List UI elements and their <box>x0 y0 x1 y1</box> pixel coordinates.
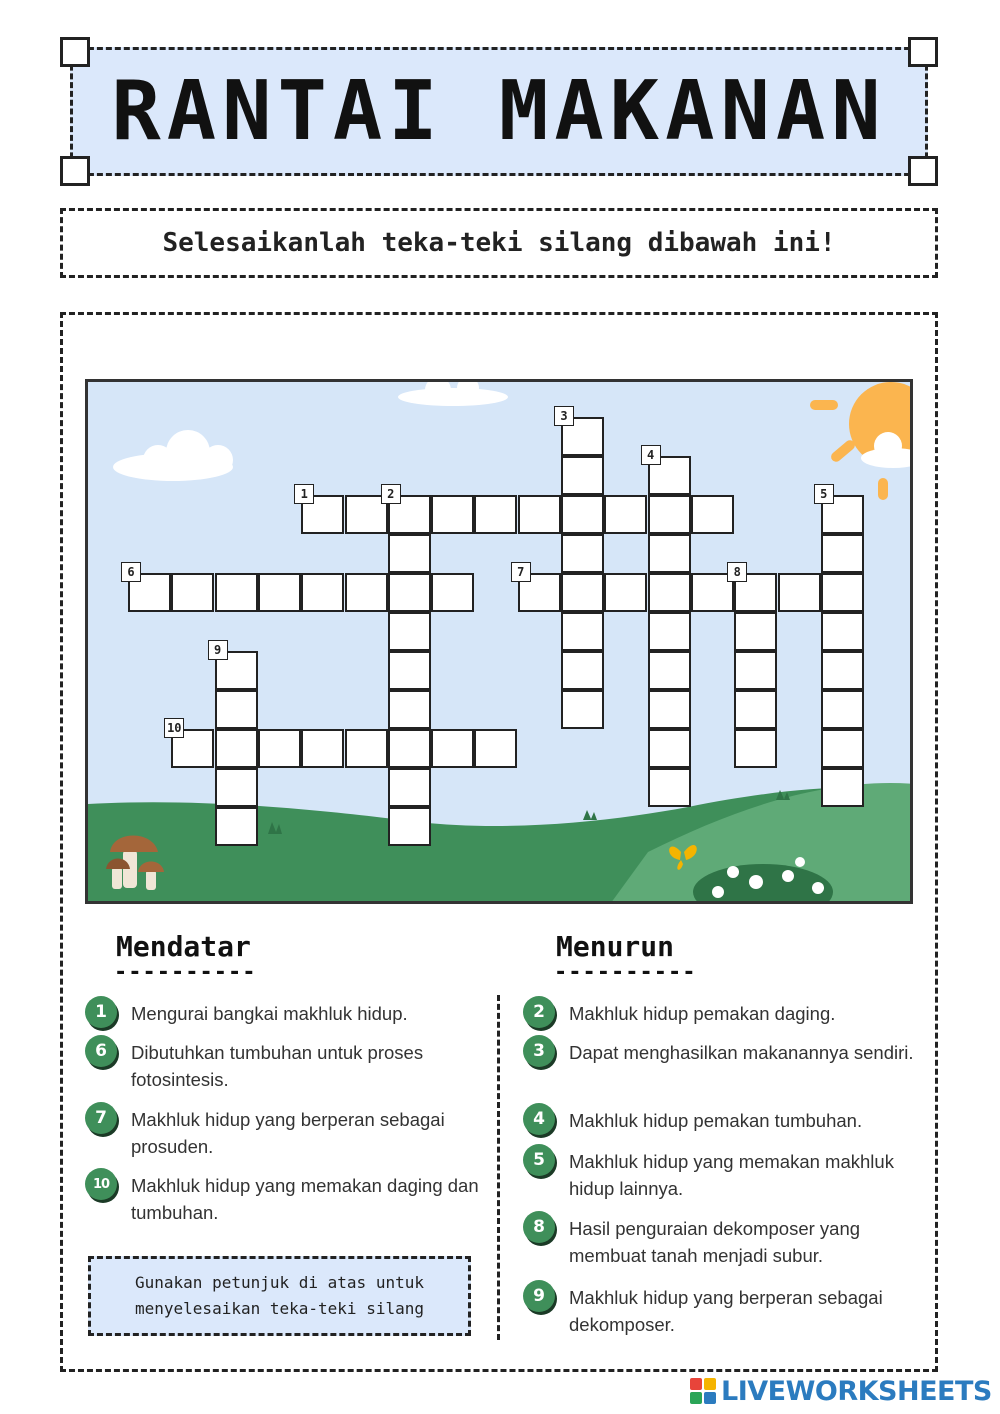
crossword-cell[interactable] <box>431 495 474 534</box>
crossword-number-down-2: 2 <box>381 484 401 504</box>
crossword-cell[interactable] <box>388 534 431 573</box>
crossword-cell[interactable] <box>561 573 604 612</box>
crossword-cell[interactable] <box>561 534 604 573</box>
clue-down-9 <box>523 1284 918 1338</box>
crossword-cell[interactable] <box>734 612 777 651</box>
crossword-cell-input[interactable] <box>823 770 862 805</box>
crossword-cell-input[interactable] <box>217 770 256 805</box>
crossword-cell[interactable] <box>215 768 258 807</box>
crossword-cell[interactable] <box>474 495 517 534</box>
column-divider <box>497 995 500 1340</box>
crossword-cell-input[interactable] <box>650 692 689 727</box>
crossword-cell[interactable] <box>215 690 258 729</box>
crossword-cell[interactable] <box>301 729 344 768</box>
clue-across-7 <box>85 1106 480 1160</box>
crossword-cell[interactable] <box>561 690 604 729</box>
clue-number-badge: 1 <box>85 996 117 1028</box>
crossword-cell-input[interactable] <box>563 575 602 610</box>
crossword-cell-input[interactable] <box>736 731 775 766</box>
crossword-cell[interactable] <box>345 729 388 768</box>
crossword-cell[interactable] <box>561 495 604 534</box>
crossword-cell-input[interactable] <box>693 575 732 610</box>
brand-logo-square <box>690 1392 702 1404</box>
clue-text: Dibutuhkan tumbuhan untuk proses fotosintesis. <box>131 1042 424 1090</box>
crossword-cell[interactable] <box>258 573 301 612</box>
crossword-cell-input[interactable] <box>260 731 299 766</box>
crossword-cell[interactable] <box>821 768 864 807</box>
crossword-cell-input[interactable] <box>780 575 819 610</box>
crossword-cell-input[interactable] <box>303 575 342 610</box>
crossword-cell-input[interactable] <box>476 731 515 766</box>
brand-logo-square <box>704 1378 716 1390</box>
crossword-cell-input[interactable] <box>390 692 429 727</box>
crossword-cell-input[interactable] <box>390 731 429 766</box>
brand-name: LIVEWORKSHEETS <box>721 1375 992 1407</box>
crossword-cell[interactable] <box>821 612 864 651</box>
crossword-cell[interactable] <box>734 690 777 729</box>
crossword-cell-input[interactable] <box>736 653 775 688</box>
clue-number-badge: 5 <box>523 1144 555 1176</box>
mendatar-heading: Mendatar <box>116 930 251 963</box>
crossword-cell[interactable] <box>388 612 431 651</box>
crossword-cell-input[interactable] <box>606 575 645 610</box>
crossword-cell-input[interactable] <box>390 614 429 649</box>
crossword-cell[interactable] <box>648 534 691 573</box>
crossword-cell[interactable] <box>821 573 864 612</box>
corner-handle-icon <box>60 156 90 186</box>
crossword-cell-input[interactable] <box>563 614 602 649</box>
crossword-cell[interactable] <box>821 534 864 573</box>
crossword-cell[interactable] <box>604 573 647 612</box>
clue-text: Makhluk hidup yang memakan daging dan tumbuhan. <box>131 1175 479 1223</box>
crossword-cell-input[interactable] <box>563 536 602 571</box>
crossword-cell[interactable] <box>388 690 431 729</box>
crossword-cell-input[interactable] <box>520 497 559 532</box>
clue-down-2 <box>523 1000 918 1028</box>
brand-logo-square <box>704 1392 716 1404</box>
crossword-cell[interactable] <box>388 729 431 768</box>
crossword-cell-input[interactable] <box>347 497 386 532</box>
crossword-cell-input[interactable] <box>736 614 775 649</box>
brand-logo-icon <box>690 1378 716 1404</box>
crossword-cell-input[interactable] <box>650 536 689 571</box>
page-title: RANTAI MAKANAN <box>111 64 887 159</box>
crossword-cell[interactable] <box>171 573 214 612</box>
crossword-cell-input[interactable] <box>217 731 256 766</box>
crossword-number-down-4: 4 <box>641 445 661 465</box>
corner-handle-icon <box>60 37 90 67</box>
crossword-number-down-8: 8 <box>727 562 747 582</box>
crossword-cell-input[interactable] <box>736 692 775 727</box>
crossword-cell-input[interactable] <box>433 731 472 766</box>
clue-text: Makhluk hidup yang berperan sebagai prosuden. <box>131 1109 445 1157</box>
crossword-cell-input[interactable] <box>433 575 472 610</box>
brand-watermark <box>690 1376 992 1406</box>
crossword-number-down-9: 9 <box>208 640 228 660</box>
crossword-cell-input[interactable] <box>217 809 256 844</box>
clue-text: Makhluk hidup pemakan daging. <box>569 1003 836 1024</box>
menurun-underline: ---------- <box>554 960 697 985</box>
clue-text: Mengurai bangkai makhluk hidup. <box>131 1003 408 1024</box>
hint-text: Gunakan petunjuk di atas untuk menyelesaikan teka-teki silang <box>135 1273 424 1318</box>
crossword-cell-input[interactable] <box>563 692 602 727</box>
clue-text: Hasil penguraian dekomposer yang membuat tanah menjadi subur. <box>569 1218 861 1266</box>
instruction-text: Selesaikanlah teka-teki silang dibawah ini! <box>162 228 836 258</box>
crossword-cell[interactable] <box>388 573 431 612</box>
crossword-cell[interactable] <box>648 651 691 690</box>
clue-across-1 <box>85 1000 480 1028</box>
crossword-cell-input[interactable] <box>650 575 689 610</box>
crossword-cell[interactable] <box>778 573 821 612</box>
crossword-cell-input[interactable] <box>173 575 212 610</box>
crossword-cell-input[interactable] <box>390 770 429 805</box>
crossword-cell-input[interactable] <box>217 692 256 727</box>
crossword-cell[interactable] <box>215 807 258 846</box>
crossword-cell[interactable] <box>561 456 604 495</box>
clue-number-badge: 8 <box>523 1211 555 1243</box>
crossword-cell-input[interactable] <box>260 575 299 610</box>
clue-number-badge: 9 <box>523 1280 555 1312</box>
crossword-cell[interactable] <box>258 729 301 768</box>
corner-handle-icon <box>908 156 938 186</box>
crossword-cell-input[interactable] <box>823 692 862 727</box>
clue-down-3 <box>523 1039 918 1067</box>
title-banner <box>70 47 928 176</box>
crossword-cell-input[interactable] <box>303 731 342 766</box>
crossword-cell-input[interactable] <box>390 653 429 688</box>
clue-down-8 <box>523 1215 918 1269</box>
crossword-cell-input[interactable] <box>563 653 602 688</box>
crossword-cell[interactable] <box>215 729 258 768</box>
crossword-cell[interactable] <box>388 768 431 807</box>
crossword-cell[interactable] <box>561 651 604 690</box>
crossword-cell-input[interactable] <box>390 575 429 610</box>
crossword-cell[interactable] <box>431 573 474 612</box>
crossword-cell-input[interactable] <box>390 536 429 571</box>
crossword-cell[interactable] <box>518 495 561 534</box>
crossword-cell[interactable] <box>734 729 777 768</box>
crossword-cell-input[interactable] <box>823 653 862 688</box>
crossword-number-across-1: 1 <box>294 484 314 504</box>
clue-number-badge: 4 <box>523 1103 555 1135</box>
crossword-cell[interactable] <box>821 651 864 690</box>
crossword-cell-input[interactable] <box>650 731 689 766</box>
clue-text: Makhluk hidup pemakan tumbuhan. <box>569 1110 863 1131</box>
crossword-cell[interactable] <box>431 729 474 768</box>
crossword-cell-input[interactable] <box>347 731 386 766</box>
crossword-cell-input[interactable] <box>650 770 689 805</box>
crossword-cell[interactable] <box>648 768 691 807</box>
clue-number-badge: 10 <box>85 1168 117 1200</box>
crossword-cell[interactable] <box>301 573 344 612</box>
clue-down-5 <box>523 1148 918 1202</box>
crossword-number-across-10: 10 <box>164 718 184 738</box>
corner-handle-icon <box>908 37 938 67</box>
crossword-cell[interactable] <box>691 495 734 534</box>
crossword-number-across-6: 6 <box>121 562 141 582</box>
mendatar-underline: ---------- <box>114 960 257 985</box>
crossword-number-down-5: 5 <box>814 484 834 504</box>
clue-number-badge: 3 <box>523 1035 555 1067</box>
crossword-cell-input[interactable] <box>823 575 862 610</box>
crossword-cell-input[interactable] <box>476 497 515 532</box>
instruction-banner <box>60 208 938 278</box>
crossword-cell[interactable] <box>388 651 431 690</box>
clue-text: Makhluk hidup yang memakan makhluk hidup lainnya. <box>569 1151 894 1199</box>
clue-text: Makhluk hidup yang berperan sebagai dekomposer. <box>569 1287 883 1335</box>
crossword-cell[interactable] <box>561 612 604 651</box>
crossword-cell[interactable] <box>648 573 691 612</box>
crossword-cell-input[interactable] <box>433 497 472 532</box>
crossword-cell-input[interactable] <box>823 614 862 649</box>
crossword-cell[interactable] <box>734 651 777 690</box>
crossword-cell[interactable] <box>821 690 864 729</box>
crossword-cell-input[interactable] <box>823 536 862 571</box>
crossword-cell[interactable] <box>648 495 691 534</box>
crossword-cell[interactable] <box>648 690 691 729</box>
crossword-cell[interactable] <box>388 807 431 846</box>
crossword-cell-input[interactable] <box>650 653 689 688</box>
crossword-cell-input[interactable] <box>693 497 732 532</box>
clue-number-badge: 2 <box>523 996 555 1028</box>
crossword-number-across-7: 7 <box>511 562 531 582</box>
crossword-cell[interactable] <box>345 573 388 612</box>
clue-down-4 <box>523 1107 918 1135</box>
crossword-cell[interactable] <box>821 729 864 768</box>
crossword-cell[interactable] <box>215 573 258 612</box>
menurun-heading: Menurun <box>556 930 675 963</box>
clue-across-6 <box>85 1039 480 1093</box>
crossword-cell[interactable] <box>474 729 517 768</box>
crossword-cell-input[interactable] <box>347 575 386 610</box>
crossword-cell-input[interactable] <box>390 809 429 844</box>
clue-number-badge: 6 <box>85 1035 117 1067</box>
crossword-cell[interactable] <box>648 729 691 768</box>
crossword-cell-input[interactable] <box>217 575 256 610</box>
crossword-number-down-3: 3 <box>554 406 574 426</box>
crossword-cell-input[interactable] <box>650 497 689 532</box>
crossword-cell[interactable] <box>648 612 691 651</box>
crossword-cell[interactable] <box>604 495 647 534</box>
hint-box <box>88 1256 471 1336</box>
crossword-cell-input[interactable] <box>650 614 689 649</box>
crossword-cell-input[interactable] <box>563 497 602 532</box>
crossword-cell-input[interactable] <box>606 497 645 532</box>
clue-across-10 <box>85 1172 480 1226</box>
crossword-cell-input[interactable] <box>823 731 862 766</box>
brand-logo-square <box>690 1378 702 1390</box>
clue-number-badge: 7 <box>85 1102 117 1134</box>
crossword-cell-input[interactable] <box>563 458 602 493</box>
clue-text: Dapat menghasilkan makanannya sendiri. <box>569 1042 914 1063</box>
